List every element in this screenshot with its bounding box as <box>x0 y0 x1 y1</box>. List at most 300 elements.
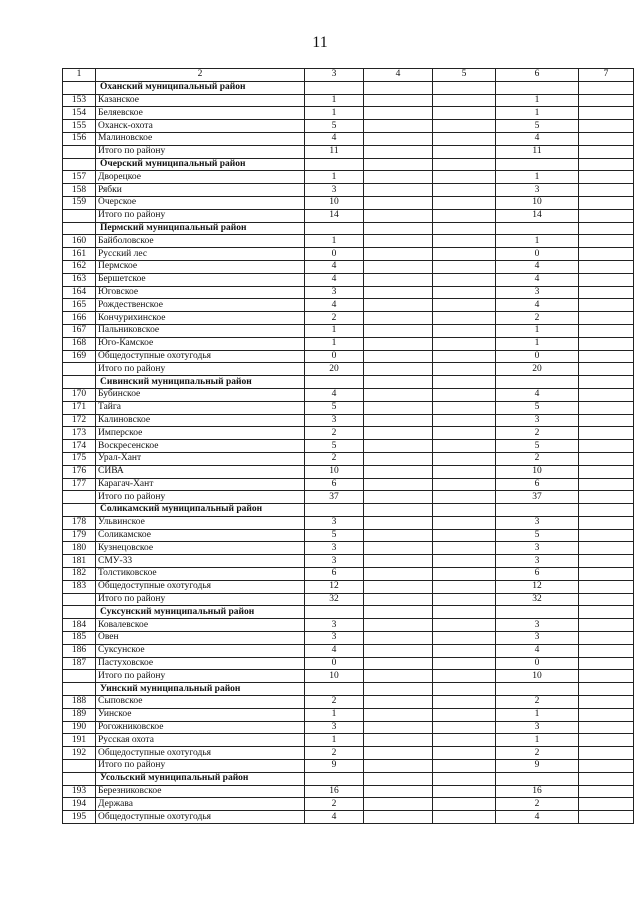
page-number: 11 <box>312 34 328 51</box>
row-number-cell: 155 <box>63 120 96 133</box>
value-cell-col6: 1 <box>496 235 579 248</box>
table-row <box>63 260 634 273</box>
district-header-row <box>63 81 634 94</box>
value-cell-col4 <box>364 427 433 440</box>
value-cell-col7 <box>579 632 634 645</box>
table-row <box>63 299 634 312</box>
ground-name-cell: Итого по району <box>96 209 305 222</box>
row-number-cell <box>63 376 96 389</box>
value-cell-col5 <box>433 555 496 568</box>
value-cell-col4 <box>364 273 433 286</box>
table-row <box>63 414 634 427</box>
table-row <box>63 555 634 568</box>
value-cell-col7 <box>579 785 634 798</box>
district-total-row <box>63 760 634 773</box>
ground-name-cell: Русская охота <box>96 734 305 747</box>
row-number-cell: 172 <box>63 414 96 427</box>
table-row <box>63 440 634 453</box>
value-cell-col4 <box>364 696 433 709</box>
ground-name-cell: Пальниковское <box>96 324 305 337</box>
value-cell-col6: 3 <box>496 619 579 632</box>
value-cell-col6: 32 <box>496 593 579 606</box>
table-row <box>63 798 634 811</box>
value-cell-col6: 5 <box>496 440 579 453</box>
empty-cell <box>433 606 496 619</box>
ground-name-cell: Итого по району <box>96 760 305 773</box>
row-number-cell: 170 <box>63 388 96 401</box>
empty-cell <box>433 222 496 235</box>
table-row <box>63 747 634 760</box>
value-cell-col3: 0 <box>305 657 364 670</box>
value-cell-col5 <box>433 721 496 734</box>
value-cell-col5 <box>433 440 496 453</box>
value-cell-col5 <box>433 452 496 465</box>
value-cell-col6: 2 <box>496 427 579 440</box>
row-number-cell: 180 <box>63 542 96 555</box>
value-cell-col6: 0 <box>496 657 579 670</box>
row-number-cell: 166 <box>63 312 96 325</box>
value-cell-col6: 3 <box>496 516 579 529</box>
value-cell-col4 <box>364 465 433 478</box>
value-cell-col7 <box>579 388 634 401</box>
value-cell-col4 <box>364 593 433 606</box>
value-cell-col6: 12 <box>496 580 579 593</box>
empty-cell <box>579 81 634 94</box>
value-cell-col3: 11 <box>305 145 364 158</box>
value-cell-col3: 0 <box>305 350 364 363</box>
empty-cell <box>433 81 496 94</box>
empty-cell <box>364 683 433 696</box>
ground-name-cell: Уинское <box>96 708 305 721</box>
row-number-cell: 191 <box>63 734 96 747</box>
ground-name-cell: Соликамское <box>96 529 305 542</box>
value-cell-col5 <box>433 132 496 145</box>
district-total-row <box>63 670 634 683</box>
value-cell-col5 <box>433 478 496 491</box>
value-cell-col4 <box>364 324 433 337</box>
ground-name-cell: Дворецкое <box>96 171 305 184</box>
value-cell-col4 <box>364 747 433 760</box>
empty-cell <box>433 772 496 785</box>
value-cell-col7 <box>579 491 634 504</box>
value-cell-col4 <box>364 248 433 261</box>
row-number-cell: 179 <box>63 529 96 542</box>
ground-name-cell: Оханск-охота <box>96 120 305 133</box>
table-row <box>63 478 634 491</box>
empty-cell <box>364 606 433 619</box>
empty-cell <box>305 158 364 171</box>
value-cell-col5 <box>433 785 496 798</box>
table-row <box>63 529 634 542</box>
value-cell-col7 <box>579 593 634 606</box>
table-row <box>63 171 634 184</box>
value-cell-col5 <box>433 542 496 555</box>
ground-name-cell: Бершетское <box>96 273 305 286</box>
value-cell-col3: 3 <box>305 632 364 645</box>
value-cell-col3: 3 <box>305 542 364 555</box>
value-cell-col4 <box>364 299 433 312</box>
value-cell-col6: 1 <box>496 734 579 747</box>
value-cell-col7 <box>579 350 634 363</box>
row-number-cell: 158 <box>63 184 96 197</box>
value-cell-col5 <box>433 184 496 197</box>
value-cell-col3: 4 <box>305 388 364 401</box>
table-row <box>63 644 634 657</box>
row-number-cell: 177 <box>63 478 96 491</box>
value-cell-col3: 10 <box>305 196 364 209</box>
ground-name-cell: Байболовское <box>96 235 305 248</box>
value-cell-col7 <box>579 107 634 120</box>
row-number-cell: 163 <box>63 273 96 286</box>
district-total-row <box>63 593 634 606</box>
value-cell-col5 <box>433 94 496 107</box>
empty-cell <box>364 772 433 785</box>
value-cell-col3: 4 <box>305 260 364 273</box>
row-number-cell: 176 <box>63 465 96 478</box>
district-header-row <box>63 504 634 517</box>
value-cell-col5 <box>433 670 496 683</box>
value-cell-col4 <box>364 760 433 773</box>
table-row <box>63 427 634 440</box>
row-number-cell: 188 <box>63 696 96 709</box>
ground-name-cell: Итого по району <box>96 670 305 683</box>
value-cell-col7 <box>579 478 634 491</box>
row-number-cell <box>63 683 96 696</box>
row-number-cell <box>63 772 96 785</box>
ground-name-cell: Рогожниковское <box>96 721 305 734</box>
value-cell-col5 <box>433 363 496 376</box>
ground-name-cell: Юго-Камское <box>96 337 305 350</box>
value-cell-col7 <box>579 465 634 478</box>
row-number-cell: 185 <box>63 632 96 645</box>
value-cell-col3: 3 <box>305 619 364 632</box>
row-number-cell: 192 <box>63 747 96 760</box>
row-number-cell <box>63 81 96 94</box>
value-cell-col5 <box>433 401 496 414</box>
ground-name-cell: Очерское <box>96 196 305 209</box>
value-cell-col7 <box>579 452 634 465</box>
empty-cell <box>305 772 364 785</box>
table-row <box>63 516 634 529</box>
value-cell-col7 <box>579 401 634 414</box>
ground-name-cell: Русский лес <box>96 248 305 261</box>
value-cell-col3: 5 <box>305 120 364 133</box>
row-number-cell <box>63 760 96 773</box>
district-title: Пермский муниципальный район <box>96 222 305 235</box>
value-cell-col4 <box>364 401 433 414</box>
value-cell-col6: 11 <box>496 145 579 158</box>
value-cell-col4 <box>364 286 433 299</box>
value-cell-col6: 2 <box>496 798 579 811</box>
value-cell-col3: 3 <box>305 184 364 197</box>
row-number-cell: 156 <box>63 132 96 145</box>
value-cell-col3: 37 <box>305 491 364 504</box>
row-number-cell: 181 <box>63 555 96 568</box>
empty-cell <box>433 158 496 171</box>
value-cell-col5 <box>433 644 496 657</box>
row-number-cell: 169 <box>63 350 96 363</box>
ground-name-cell: Пастуховское <box>96 657 305 670</box>
ground-name-cell: СИВА <box>96 465 305 478</box>
value-cell-col7 <box>579 696 634 709</box>
value-cell-col7 <box>579 145 634 158</box>
value-cell-col6: 5 <box>496 401 579 414</box>
value-cell-col3: 0 <box>305 248 364 261</box>
table-row <box>63 248 634 261</box>
value-cell-col7 <box>579 760 634 773</box>
value-cell-col4 <box>364 260 433 273</box>
value-cell-col6: 5 <box>496 529 579 542</box>
value-cell-col7 <box>579 414 634 427</box>
value-cell-col4 <box>364 452 433 465</box>
column-number-row <box>63 69 634 82</box>
row-number-cell: 190 <box>63 721 96 734</box>
value-cell-col5 <box>433 196 496 209</box>
row-number-cell: 194 <box>63 798 96 811</box>
value-cell-col7 <box>579 235 634 248</box>
value-cell-col3: 3 <box>305 286 364 299</box>
value-cell-col6: 20 <box>496 363 579 376</box>
table-body <box>63 69 634 824</box>
column-number-7: 7 <box>579 69 634 82</box>
value-cell-col3: 5 <box>305 529 364 542</box>
table-row <box>63 568 634 581</box>
ground-name-cell: Юговское <box>96 286 305 299</box>
value-cell-col6: 3 <box>496 414 579 427</box>
value-cell-col7 <box>579 209 634 222</box>
district-title: Соликамский муниципальный район <box>96 504 305 517</box>
table-row <box>63 542 634 555</box>
empty-cell <box>305 683 364 696</box>
value-cell-col5 <box>433 568 496 581</box>
ground-name-cell: Держава <box>96 798 305 811</box>
district-title: Очерский муниципальный район <box>96 158 305 171</box>
row-number-cell <box>63 491 96 504</box>
value-cell-col7 <box>579 516 634 529</box>
value-cell-col6: 10 <box>496 465 579 478</box>
empty-cell <box>364 81 433 94</box>
row-number-cell: 186 <box>63 644 96 657</box>
value-cell-col7 <box>579 94 634 107</box>
table-row <box>63 401 634 414</box>
value-cell-col5 <box>433 388 496 401</box>
district-title: Суксунский муниципальный район <box>96 606 305 619</box>
value-cell-col3: 3 <box>305 516 364 529</box>
district-header-row <box>63 683 634 696</box>
value-cell-col4 <box>364 414 433 427</box>
empty-cell <box>496 81 579 94</box>
value-cell-col5 <box>433 171 496 184</box>
value-cell-col6: 4 <box>496 260 579 273</box>
table-row <box>63 811 634 824</box>
value-cell-col5 <box>433 593 496 606</box>
ground-name-cell: СМУ-33 <box>96 555 305 568</box>
value-cell-col3: 4 <box>305 273 364 286</box>
value-cell-col4 <box>364 568 433 581</box>
value-cell-col6: 2 <box>496 696 579 709</box>
value-cell-col5 <box>433 209 496 222</box>
value-cell-col3: 1 <box>305 235 364 248</box>
value-cell-col5 <box>433 273 496 286</box>
value-cell-col5 <box>433 632 496 645</box>
value-cell-col4 <box>364 798 433 811</box>
table-row <box>63 107 634 120</box>
ground-name-cell: Кончурихинское <box>96 312 305 325</box>
value-cell-col6: 3 <box>496 184 579 197</box>
district-header-row <box>63 222 634 235</box>
ground-name-cell: Ульвинское <box>96 516 305 529</box>
value-cell-col3: 14 <box>305 209 364 222</box>
column-number-3: 3 <box>305 69 364 82</box>
ground-name-cell: Калиновское <box>96 414 305 427</box>
value-cell-col5 <box>433 427 496 440</box>
row-number-cell <box>63 158 96 171</box>
empty-cell <box>433 376 496 389</box>
value-cell-col6: 4 <box>496 811 579 824</box>
ground-name-cell: Тайга <box>96 401 305 414</box>
value-cell-col6: 1 <box>496 94 579 107</box>
value-cell-col4 <box>364 721 433 734</box>
row-number-cell: 160 <box>63 235 96 248</box>
value-cell-col5 <box>433 145 496 158</box>
value-cell-col3: 1 <box>305 337 364 350</box>
empty-cell <box>496 683 579 696</box>
value-cell-col5 <box>433 580 496 593</box>
empty-cell <box>579 772 634 785</box>
table-row <box>63 619 634 632</box>
ground-name-cell: Общедоступные охотугодья <box>96 580 305 593</box>
row-number-cell <box>63 670 96 683</box>
ground-name-cell: Овен <box>96 632 305 645</box>
row-number-cell: 168 <box>63 337 96 350</box>
value-cell-col7 <box>579 120 634 133</box>
value-cell-col3: 10 <box>305 465 364 478</box>
ground-name-cell: Беляевское <box>96 107 305 120</box>
value-cell-col3: 9 <box>305 760 364 773</box>
value-cell-col3: 1 <box>305 171 364 184</box>
table-row <box>63 721 634 734</box>
value-cell-col7 <box>579 324 634 337</box>
value-cell-col3: 3 <box>305 555 364 568</box>
table-row <box>63 734 634 747</box>
value-cell-col6: 4 <box>496 388 579 401</box>
ground-name-cell: Урал-Хант <box>96 452 305 465</box>
row-number-cell: 165 <box>63 299 96 312</box>
value-cell-col3: 2 <box>305 312 364 325</box>
value-cell-col5 <box>433 708 496 721</box>
value-cell-col5 <box>433 337 496 350</box>
table-row <box>63 286 634 299</box>
value-cell-col3: 6 <box>305 478 364 491</box>
ground-name-cell: Общедоступные охотугодья <box>96 811 305 824</box>
value-cell-col4 <box>364 209 433 222</box>
value-cell-col7 <box>579 644 634 657</box>
value-cell-col7 <box>579 273 634 286</box>
value-cell-col7 <box>579 555 634 568</box>
ground-name-cell: Рождественское <box>96 299 305 312</box>
district-total-row <box>63 363 634 376</box>
value-cell-col6: 2 <box>496 747 579 760</box>
empty-cell <box>579 376 634 389</box>
value-cell-col6: 1 <box>496 324 579 337</box>
value-cell-col6: 4 <box>496 644 579 657</box>
ground-name-cell: Имперское <box>96 427 305 440</box>
value-cell-col4 <box>364 811 433 824</box>
value-cell-col6: 1 <box>496 171 579 184</box>
value-cell-col4 <box>364 337 433 350</box>
empty-cell <box>364 158 433 171</box>
value-cell-col6: 4 <box>496 132 579 145</box>
empty-cell <box>433 504 496 517</box>
value-cell-col5 <box>433 350 496 363</box>
value-cell-col6: 10 <box>496 670 579 683</box>
value-cell-col7 <box>579 363 634 376</box>
column-number-4: 4 <box>364 69 433 82</box>
value-cell-col3: 32 <box>305 593 364 606</box>
value-cell-col3: 5 <box>305 440 364 453</box>
value-cell-col3: 16 <box>305 785 364 798</box>
empty-cell <box>496 606 579 619</box>
value-cell-col5 <box>433 516 496 529</box>
row-number-cell: 189 <box>63 708 96 721</box>
value-cell-col7 <box>579 440 634 453</box>
value-cell-col4 <box>364 708 433 721</box>
row-number-cell: 164 <box>63 286 96 299</box>
value-cell-col4 <box>364 312 433 325</box>
value-cell-col4 <box>364 491 433 504</box>
value-cell-col6: 5 <box>496 120 579 133</box>
empty-cell <box>364 376 433 389</box>
empty-cell <box>433 683 496 696</box>
value-cell-col7 <box>579 670 634 683</box>
table-row <box>63 120 634 133</box>
empty-cell <box>305 376 364 389</box>
empty-cell <box>305 504 364 517</box>
empty-cell <box>496 772 579 785</box>
ground-name-cell: Кузнецовское <box>96 542 305 555</box>
value-cell-col5 <box>433 619 496 632</box>
value-cell-col6: 6 <box>496 568 579 581</box>
column-number-2: 2 <box>96 69 305 82</box>
value-cell-col5 <box>433 734 496 747</box>
value-cell-col6: 3 <box>496 542 579 555</box>
value-cell-col3: 20 <box>305 363 364 376</box>
empty-cell <box>305 606 364 619</box>
row-number-cell <box>63 593 96 606</box>
value-cell-col7 <box>579 811 634 824</box>
table-row <box>63 785 634 798</box>
value-cell-col4 <box>364 363 433 376</box>
value-cell-col5 <box>433 465 496 478</box>
district-total-row <box>63 491 634 504</box>
value-cell-col4 <box>364 184 433 197</box>
empty-cell <box>364 222 433 235</box>
value-cell-col3: 3 <box>305 721 364 734</box>
value-cell-col7 <box>579 798 634 811</box>
value-cell-col4 <box>364 619 433 632</box>
district-header-row <box>63 158 634 171</box>
value-cell-col3: 10 <box>305 670 364 683</box>
column-number-5: 5 <box>433 69 496 82</box>
value-cell-col4 <box>364 670 433 683</box>
value-cell-col6: 14 <box>496 209 579 222</box>
value-cell-col6: 3 <box>496 286 579 299</box>
column-number-6: 6 <box>496 69 579 82</box>
row-number-cell: 167 <box>63 324 96 337</box>
value-cell-col3: 2 <box>305 747 364 760</box>
row-number-cell: 193 <box>63 785 96 798</box>
district-total-row <box>63 209 634 222</box>
